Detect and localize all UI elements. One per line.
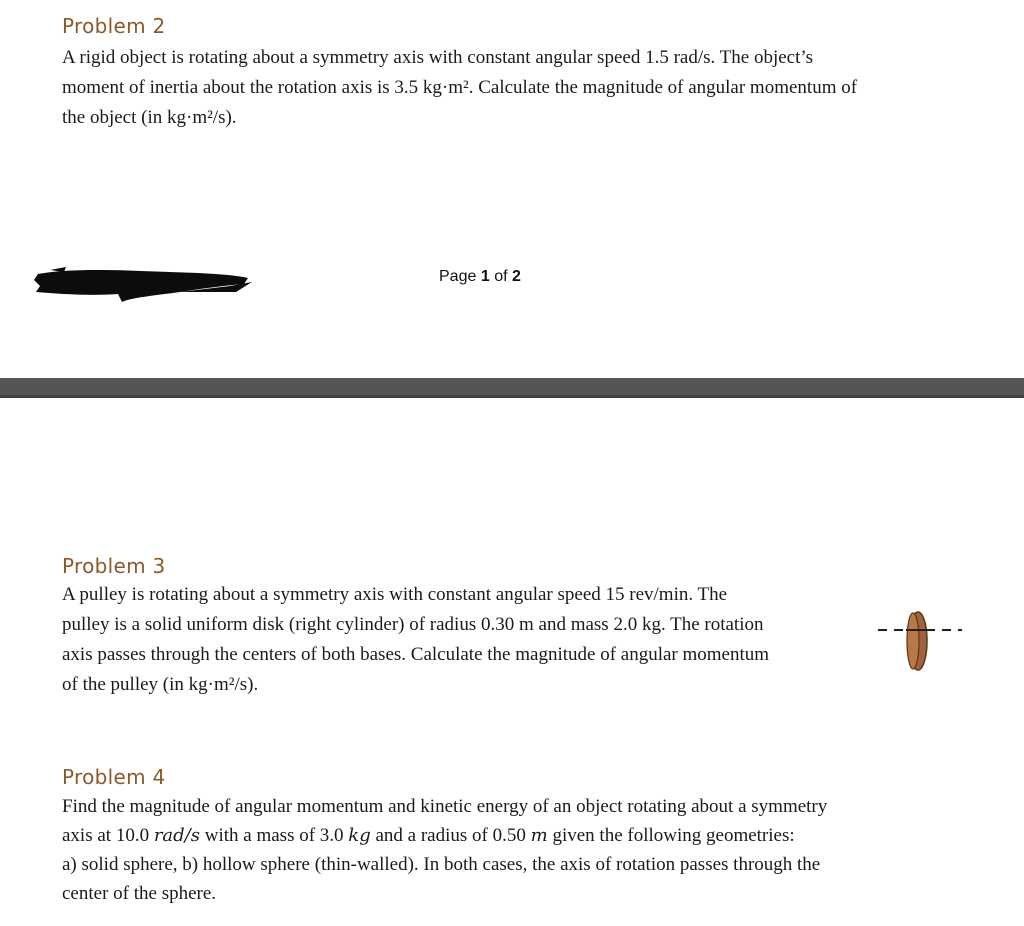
problem-4-line-2 [62,821,928,850]
problem-3-line-1: A pulley is rotating about a symmetry axis with constant angular speed 15 rev/min. The [62,584,728,605]
problem-3-line-4: of the pulley (in kg·m²/s). [62,674,259,695]
of-label: of [494,268,508,285]
problem-2-text [62,43,962,133]
problem-4-line-1: Find the magnitude of angular momentum and kinetic energy of an object rotating about a symmetry [62,796,828,817]
total-pages: 2 [511,268,521,285]
page-1 [0,0,1024,378]
p4-text-d: given the following geometries: [547,825,795,846]
problem-4-heading: Problem 4 [62,765,166,789]
var-rad-per-s: rad/s [153,825,200,846]
var-kg: kg [348,825,371,846]
p4-text-a: axis at 10.0 [62,825,154,846]
problem-3-heading: Problem 3 [62,554,166,578]
problem-4-text [62,792,928,908]
p4-text-b: with a mass of 3.0 [200,825,349,846]
pulley-disk-figure [876,610,964,672]
page-indicator [439,268,521,286]
problem-4-line-3: a) solid sphere, b) hollow sphere (thin-walled). In both cases, the axis of rotation passes through the [62,854,821,875]
var-m: m [530,825,548,846]
page-divider [0,378,1024,398]
problem-4-line-4: center of the sphere. [62,883,217,904]
redaction-mark [30,262,255,304]
problem-2-heading: Problem 2 [62,14,166,38]
problem-2-line-3: the object (in kg·m²/s). [62,107,237,128]
page-label: Page [439,268,477,285]
problem-3-line-3: axis passes through the centers of both bases. Calculate the magnitude of angular momentum [62,644,770,665]
problem-3-text [62,580,858,700]
problem-3-line-2: pulley is a solid uniform disk (right cylinder) of radius 0.30 m and mass 2.0 kg. The rotation [62,614,764,635]
current-page: 1 [480,268,490,285]
problem-2-line-2: moment of inertia about the rotation axis is 3.5 kg·m². Calculate the magnitude of angular momentum of [62,77,858,98]
p4-text-c: and a radius of 0.50 [370,825,531,846]
problem-2-line-1: A rigid object is rotating about a symmetry axis with constant angular speed 1.5 rad/s. The object’s [62,47,814,68]
